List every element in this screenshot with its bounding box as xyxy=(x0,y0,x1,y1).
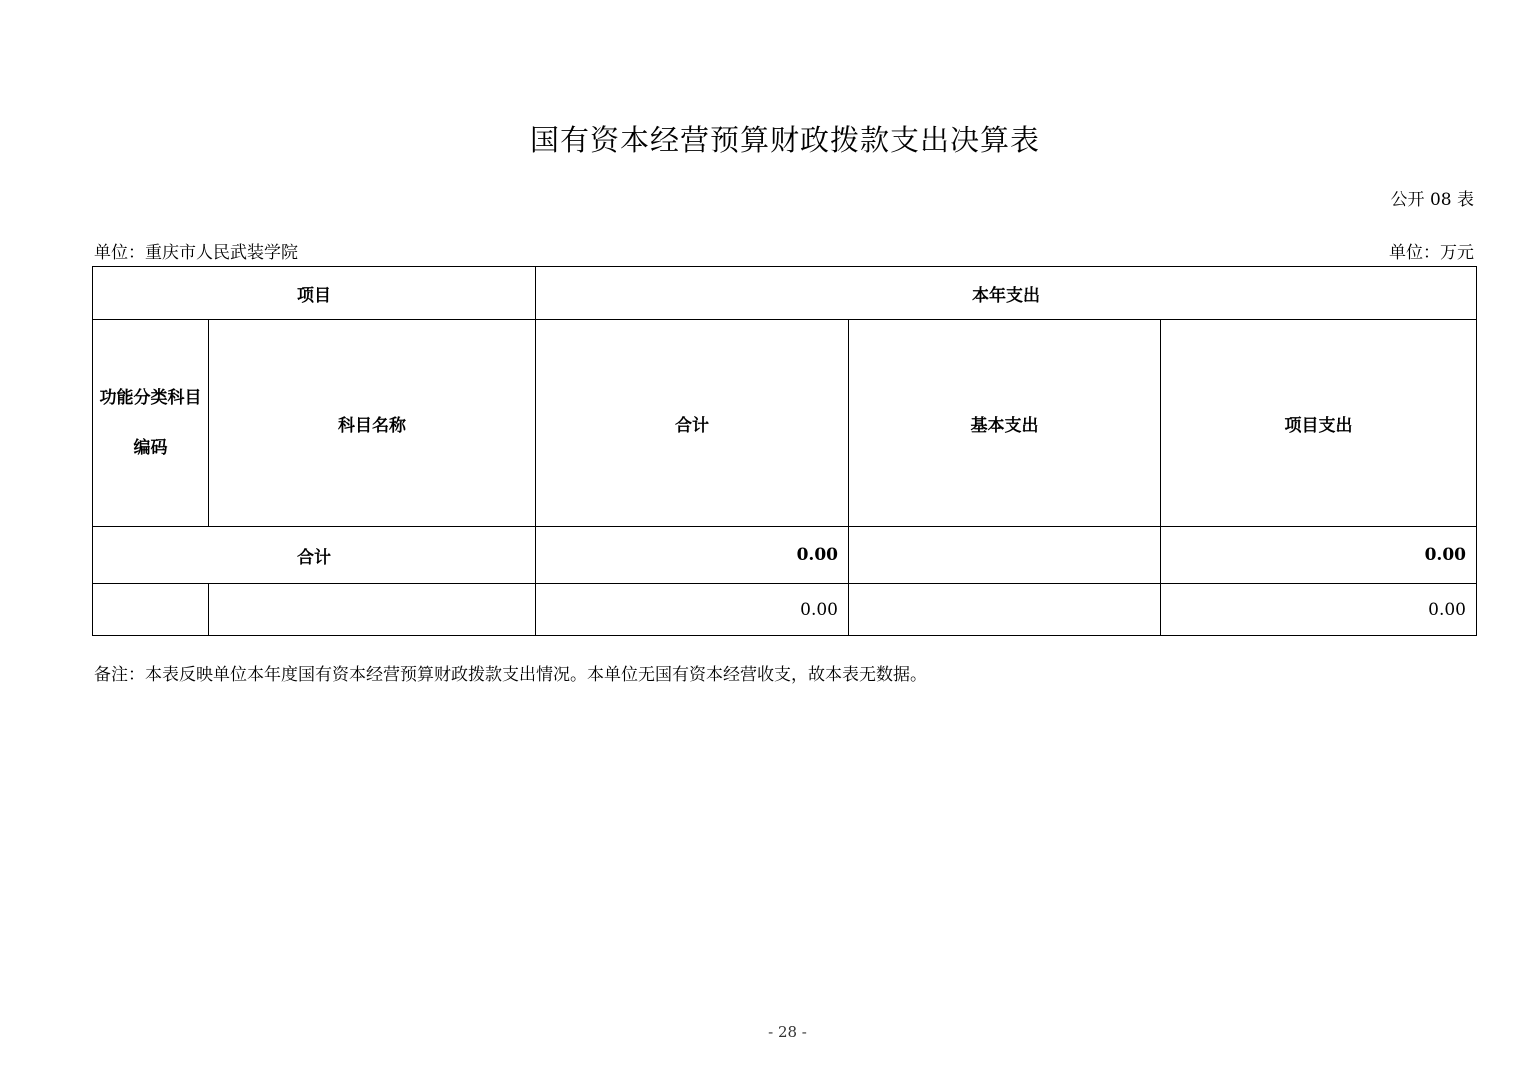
total-row xyxy=(93,527,1477,584)
total-row-total: 0.00 xyxy=(536,527,849,584)
header-subject-name: 科目名称 xyxy=(209,320,536,527)
table-header-row-columns xyxy=(93,320,1477,527)
total-row-label: 合计 xyxy=(93,527,536,584)
header-total: 合计 xyxy=(536,320,849,527)
header-basic-expenditure: 基本支出 xyxy=(849,320,1161,527)
header-function-code: 功能分类科目编码 xyxy=(93,320,209,527)
header-project-expenditure: 项目支出 xyxy=(1161,320,1477,527)
table-header-row-top xyxy=(93,267,1477,320)
header-current-year-expenditure: 本年支出 xyxy=(536,267,1477,320)
row-total: 0.00 xyxy=(536,584,849,636)
budget-table xyxy=(92,266,1477,636)
total-row-project: 0.00 xyxy=(1161,527,1477,584)
header-project: 项目 xyxy=(93,267,536,320)
row-name xyxy=(209,584,536,636)
total-row-basic xyxy=(849,527,1161,584)
unit-organization: 单位：重庆市人民武装学院 xyxy=(94,243,298,263)
row-basic xyxy=(849,584,1161,636)
table-note: 备注：本表反映单位本年度国有资本经营预算财政拨款支出情况。本单位无国有资本经营收支，故本表无数据。 xyxy=(94,665,927,685)
form-code: 公开 08 表 xyxy=(1390,190,1474,210)
page-number: - 28 - xyxy=(768,1023,807,1041)
row-code xyxy=(93,584,209,636)
row-project: 0.00 xyxy=(1161,584,1477,636)
unit-currency: 单位：万元 xyxy=(1389,243,1474,263)
page-title: 国有资本经营预算财政拨款支出决算表 xyxy=(529,123,1040,157)
table-row xyxy=(93,584,1477,636)
